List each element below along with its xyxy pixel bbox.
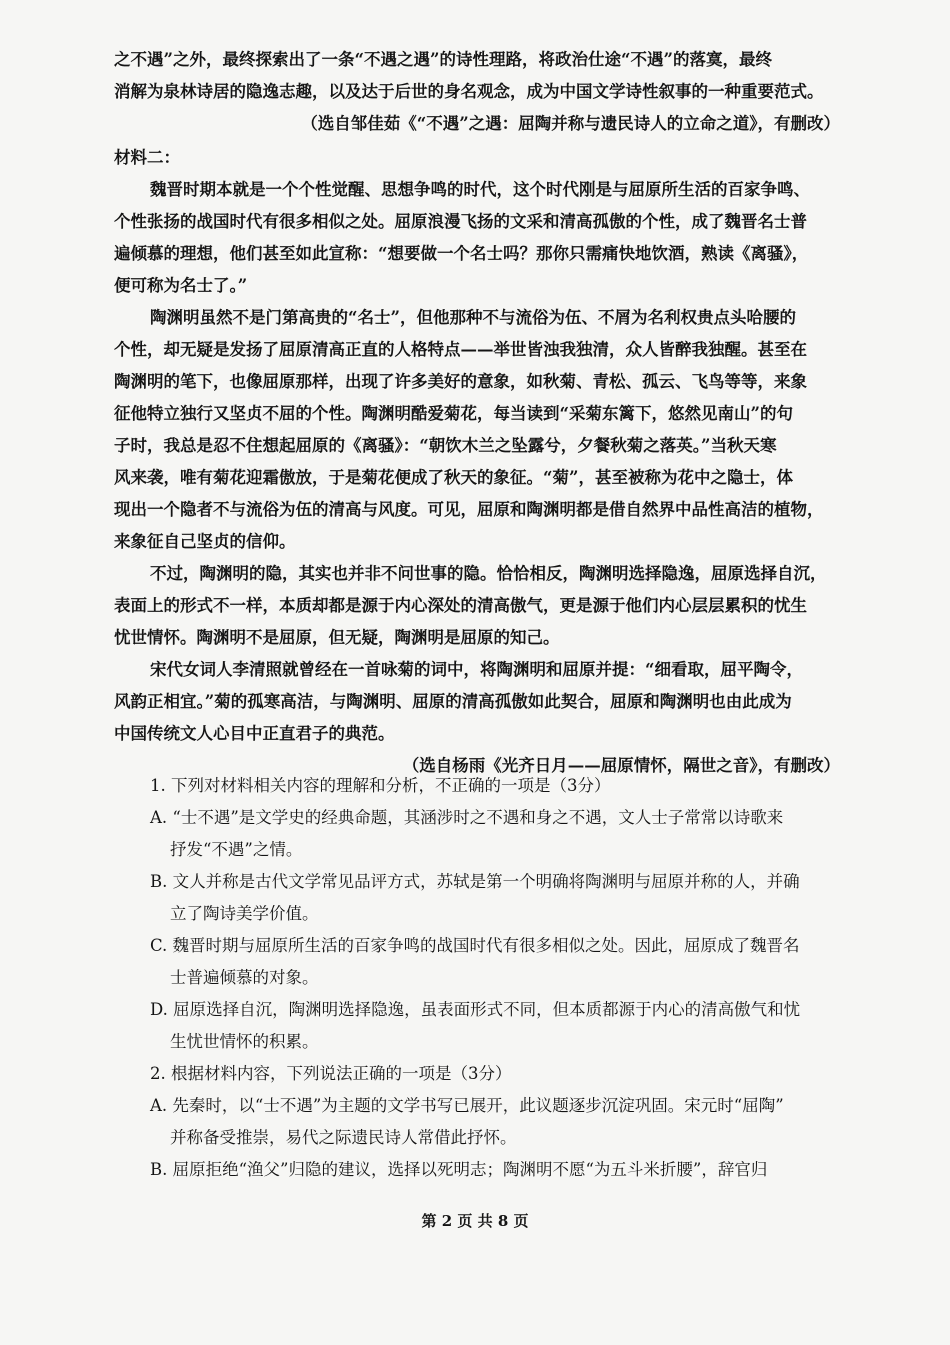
option-line: A. “士不遇”是文学史的经典命题，其涵涉时之不遇和身之不遇，文人士子常常以诗歌来	[150, 808, 784, 827]
text-line: 便可称为名士了。”	[114, 276, 248, 295]
source-citation: （选自杨雨《光齐日月——屈原情怀，隔世之音》，有删改）	[402, 756, 840, 775]
text-line: 风韵正相宜。”菊的孤寒高洁，与陶渊明、屈原的清高孤傲如此契合，屈原和陶渊明也由此成为	[114, 692, 792, 711]
question-stem: 1. 下列对材料相关内容的理解和分析，不正确的一项是（3分）	[150, 776, 611, 795]
questions	[114, 770, 840, 1186]
option-c	[114, 930, 840, 994]
text-line: 现出一个隐者不与流俗为伍的清高与风度。可见，屈原和陶渊明都是借自然界中品性高洁的植物，	[114, 500, 824, 519]
option-b	[114, 866, 840, 930]
option-line: B. 文人并称是古代文学常见品评方式，苏轼是第一个明确将陶渊明与屈原并称的人，并确	[150, 872, 800, 891]
text-line: 忧世情怀。陶渊明不是屈原，但无疑，陶渊明是屈原的知己。	[114, 628, 560, 647]
option-d	[114, 994, 840, 1058]
text-line: 个性，却无疑是发扬了屈原清高正直的人格特点——举世皆浊我独清，众人皆醉我独醒。甚至在	[114, 340, 807, 359]
text-line: 子时，我总是忍不住想起屈原的《离骚》：“朝饮木兰之坠露兮，夕餐秋菊之落英。”当秋天寒	[114, 436, 777, 455]
question-2	[114, 1058, 840, 1186]
text-line: 来象征自己坚贞的信仰。	[114, 532, 296, 551]
text-line: 个性张扬的战国时代有很多相似之处。屈原浪漫飞扬的文采和清高孤傲的个性，成了魏晋名士普	[114, 212, 807, 231]
option-line: C. 魏晋时期与屈原所生活的百家争鸣的战国时代有很多相似之处。因此，屈原成了魏晋名	[150, 936, 800, 955]
text-line: 遍倾慕的理想，他们甚至如此宣称：“想要做一个名士吗？那你只需痛快地饮酒，熟读《离骚》，	[114, 244, 809, 263]
question-1	[114, 770, 840, 1058]
text-line: 表面上的形式不一样，本质却都是源于内心深处的清高傲气，更是源于他们内心层层累积的忧生	[114, 596, 807, 615]
text-line: 不过，陶渊明的隐，其实也并非不问世事的隐。恰恰相反，陶渊明选择隐逸，屈原选择自沉，	[150, 564, 827, 583]
option-line: 士普遍倾慕的对象。	[170, 968, 319, 987]
option-b	[114, 1154, 840, 1186]
paragraph	[114, 302, 840, 558]
option-line: A. 先秦时，以“士不遇”为主题的文学书写已展开，此议题逐步沉淀巩固。宋元时“屈陶”	[150, 1096, 784, 1115]
material1-tail	[114, 44, 840, 140]
text-line: 陶渊明的笔下，也像屈原那样，出现了许多美好的意象，如秋菊、青松、孤云、飞鸟等等，来象	[114, 372, 807, 391]
paragraph	[114, 654, 840, 750]
text-line: 风来袭，唯有菊花迎霜傲放，于是菊花便成了秋天的象征。“菊”，甚至被称为花中之隐士，体	[114, 468, 793, 487]
option-line: 生忧世情怀的积累。	[170, 1032, 319, 1051]
option-a	[114, 802, 840, 866]
section-heading: 材料二：	[114, 148, 180, 167]
source-citation: （选自邹佳茹《“不遇”之遇：屈陶并称与遗民诗人的立命之道》，有删改）	[301, 114, 840, 133]
text-line: 宋代女词人李清照就曾经在一首咏菊的词中，将陶渊明和屈原并提：“细看取，屈平陶令，	[150, 660, 803, 679]
text-line: 陶渊明虽然不是门第高贵的“名士”，但他那种不与流俗为伍、不屑为名利权贵点头哈腰的	[150, 308, 796, 327]
option-line: D. 屈原选择自沉，陶渊明选择隐逸，虽表面形式不同，但本质都源于内心的清高傲气和忧	[150, 1000, 801, 1019]
text-line: 之不遇”之外，最终探索出了一条“不遇之遇”的诗性理路，将政治仕途“不遇”的落寞，最终	[114, 50, 772, 69]
paragraph	[114, 558, 840, 654]
option-a	[114, 1090, 840, 1154]
page-footer: 第 2 页 共 8 页	[421, 1212, 529, 1230]
paragraph	[114, 174, 840, 302]
text-line: 魏晋时期本就是一个个性觉醒、思想争鸣的时代，这个时代刚是与屈原所生活的百家争鸣、	[150, 180, 810, 199]
option-line: B. 屈原拒绝“渔父”归隐的建议，选择以死明志；陶渊明不愿“为五斗米折腰”，辞官归	[150, 1160, 768, 1179]
option-line: 并称备受推崇，易代之际遗民诗人常借此抒怀。	[170, 1128, 517, 1147]
text-line: 消解为泉林诗居的隐逸志趣，以及达于后世的身名观念，成为中国文学诗性叙事的一种重要范式。	[114, 82, 824, 101]
text-line: 中国传统文人心目中正直君子的典范。	[114, 724, 395, 743]
question-stem: 2. 根据材料内容，下列说法正确的一项是（3分）	[150, 1064, 512, 1083]
option-line: 抒发“不遇”之情。	[170, 840, 303, 859]
material2	[114, 142, 840, 782]
option-line: 立了陶诗美学价值。	[170, 904, 319, 923]
text-line: 征他特立独行又坚贞不屈的个性。陶渊明酷爱菊花，每当读到“采菊东篱下，悠然见南山”的句	[114, 404, 793, 423]
